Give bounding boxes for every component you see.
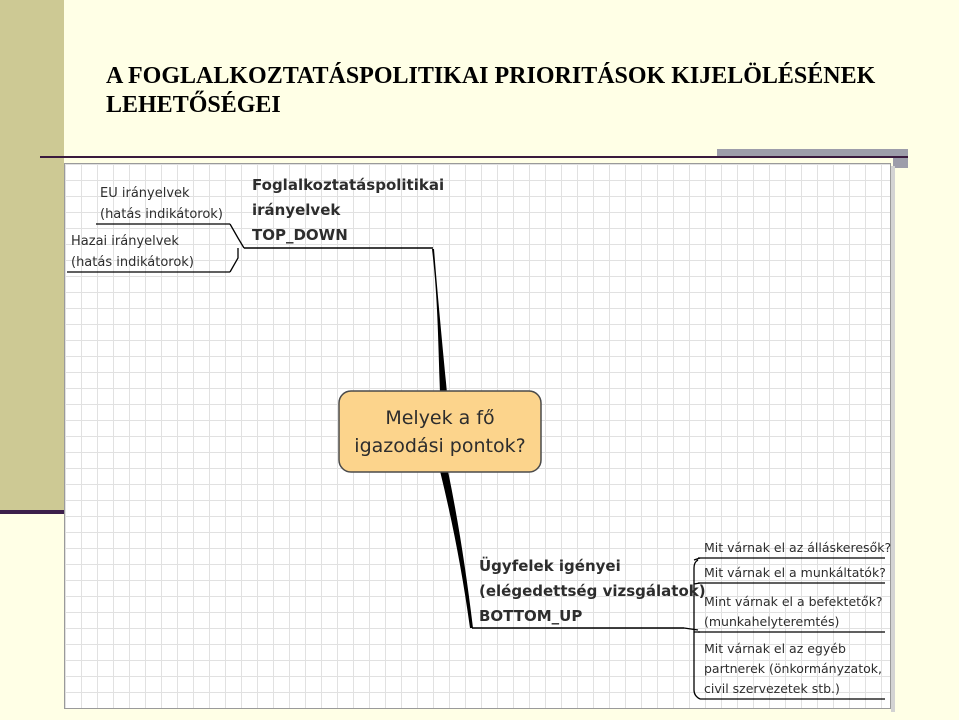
top-branch-line1: Foglalkoztatáspolitikai bbox=[252, 176, 445, 194]
center-node bbox=[339, 391, 541, 472]
bottom-branch-bracket bbox=[684, 558, 700, 699]
slide-title: A FOGLALKOZTATÁSPOLITIKAI PRIORITÁSOK KIJELÖLÉSÉNEK LEHETŐSÉGEI bbox=[106, 63, 876, 118]
child-partnerek-line1: Mit várnak el az egyéb bbox=[704, 641, 846, 656]
top-branch-line2: irányelvek bbox=[252, 201, 341, 219]
connector-top-main bbox=[432, 249, 447, 393]
bottom-branch-line1: Ügyfelek igényei bbox=[479, 557, 621, 575]
child-allaskeresok-line1: Mit várnak el az álláskeresők? bbox=[704, 540, 892, 555]
bottom-branch-line3: BOTTOM_UP bbox=[479, 607, 583, 625]
connector-bottom-main bbox=[440, 471, 473, 628]
child-eu-line1: EU irányelvek bbox=[100, 186, 190, 201]
child-partnerek-line3: civil szervezetek stb.) bbox=[704, 681, 840, 696]
child-befektetok-line2: (munkahelyteremtés) bbox=[704, 614, 840, 629]
child-munkaltatok-line1: Mit várnak el a munkáltatók? bbox=[704, 565, 886, 580]
center-node-line1: Melyek a fő bbox=[385, 407, 495, 429]
child-befektetok-line1: Mint várnak el a befektetők? bbox=[704, 594, 883, 609]
child-hazai-line2: (hatás indikátorok) bbox=[71, 255, 194, 270]
top-branch-line3: TOP_DOWN bbox=[252, 226, 348, 244]
top-branch-bracket bbox=[230, 224, 244, 272]
child-eu-line2: (hatás indikátorok) bbox=[100, 207, 223, 222]
center-node-line2: igazodási pontok? bbox=[354, 435, 526, 457]
child-hazai-line1: Hazai irányelvek bbox=[71, 234, 179, 249]
child-partnerek-line2: partnerek (önkormányzatok, bbox=[704, 661, 882, 676]
bottom-branch-line2: (elégedettség vizsgálatok) bbox=[479, 582, 706, 600]
